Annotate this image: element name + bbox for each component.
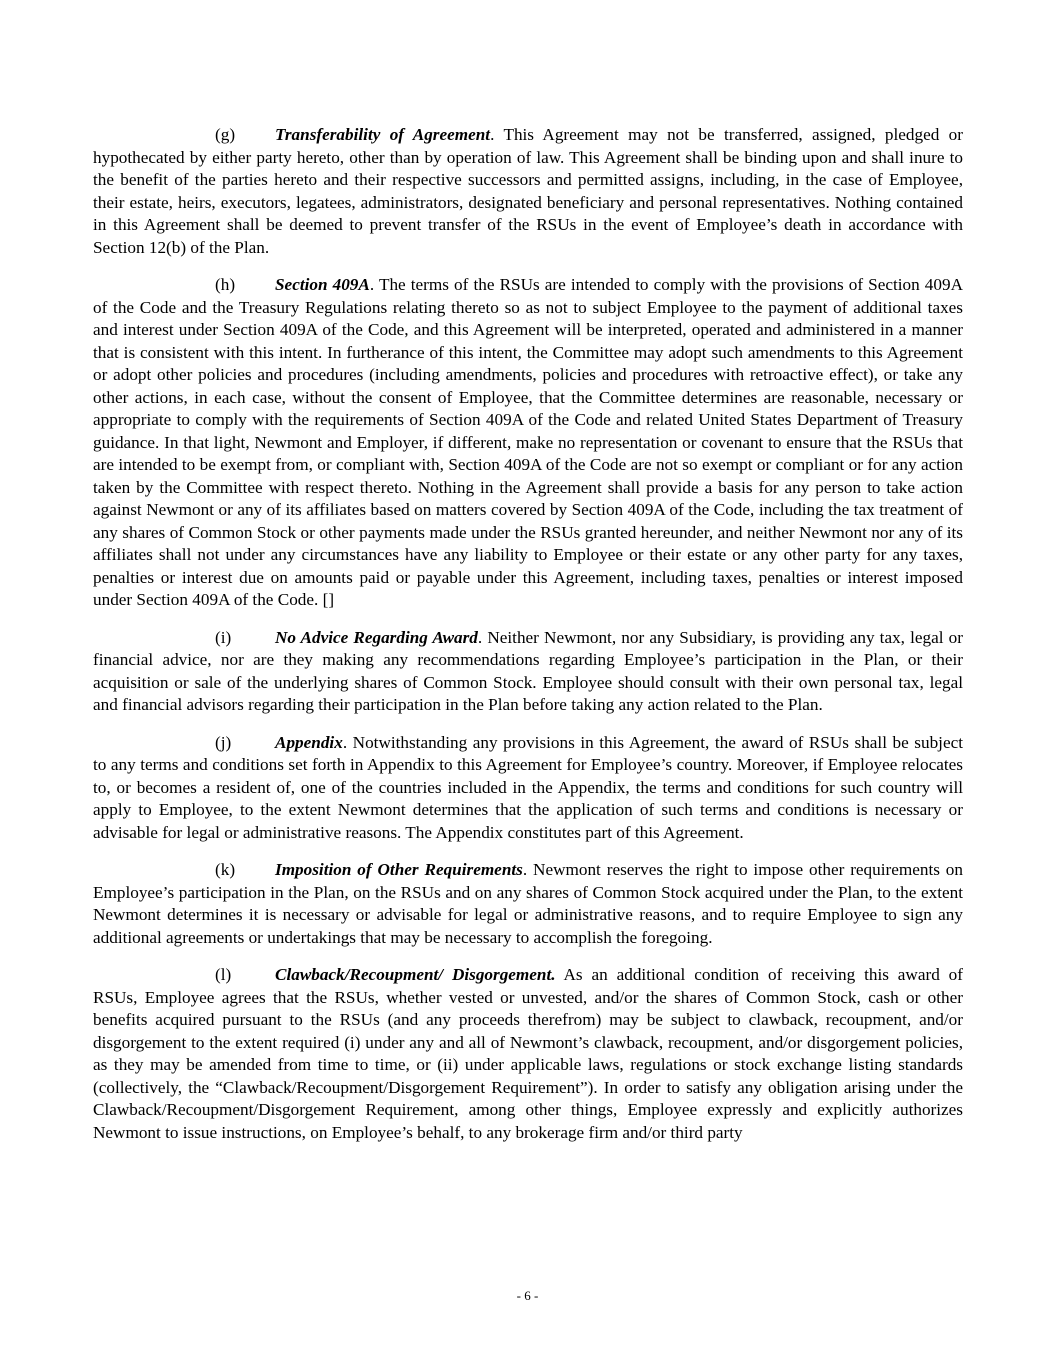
page-number: - 6 - xyxy=(516,1288,539,1303)
section-text: This Agreement may not be transferred, assigned, pledged or hypothecated by either party hereto, other than by operation of law. This Agreement shall be binding upon and shall inure to the benefit of the parties hereto and their respective successors and permitted assigns, including, in the case of Employee, their estate, heirs, executors, legatees, administrators, designated beneficiary and personal representatives. Nothing contained in this Agreement shall be deemed to prevent transfer of the RSUs in the event of Employee’s death in accordance with Section 12(b) of the Plan. xyxy=(93,125,963,257)
section-heading: Imposition of Other Requirements xyxy=(275,860,523,879)
document-body xyxy=(93,124,963,1159)
section-l xyxy=(93,964,963,1144)
section-text: Notwithstanding any provisions in this Agreement, the award of RSUs shall be subject to any terms and conditions set forth in Appendix to this Agreement for Employee’s country. Moreover, if Employee relocates to, or becomes a resident of, one of the countries included in the Appendix, the terms and conditions for such country will apply to Employee, to the extent Newmont determines that the application of such terms and conditions is necessary or advisable for legal or administrative reasons. The Appendix constitutes part of this Agreement. xyxy=(93,732,963,842)
section-heading-punct: . xyxy=(522,860,528,879)
section-heading: Transferability of Agreement xyxy=(275,125,491,144)
section-number: (i) xyxy=(215,627,232,647)
section-text: As an additional condition of receiving this award of RSUs, Employee agrees that the RSUs, whether vested or unvested, and/or the shares of Common Stock, cash or other benefits acquired pursuant to the RSUs (and any proceeds therefrom) may be subject to clawback, recoupment, and/or disgorgement to the extent required (i) under any and all of Newmont’s clawback, recoupment, and/or disgorgement policies, as they may be amended from time to time, or (ii) under applicable laws, regulations or stock exchange listing standards (collectively, the “Clawback/Recoupment/Disgorgement Requirement”). In order to satisfy any obligation arising under the Clawback/Recoupment/Disgorgement Requirement, among other things, Employee expressly and explicitly authorizes Newmont to issue instructions, on Employee’s behalf, to any brokerage firm and/or third party xyxy=(93,965,963,1142)
section-g xyxy=(93,124,963,259)
section-number: (k) xyxy=(215,860,236,879)
section-heading: Clawback/Recoupment/ Disgorgement. xyxy=(275,965,556,984)
section-heading: Section 409A xyxy=(275,275,370,294)
section-heading: Appendix xyxy=(275,732,343,752)
section-heading: No Advice Regarding Award xyxy=(275,627,478,647)
section-text: Newmont reserves the right to impose other requirements on Employee’s participation in the Plan, on the RSUs and on any shares of Common Stock acquired under the Plan, to the extent Newmont determines it is necessary or advisable for legal or administrative reasons, and to require Employee to sign any additional agreements or undertakings that may be necessary to accomplish the foregoing. xyxy=(93,860,963,947)
section-h xyxy=(93,274,963,612)
section-heading-punct: . xyxy=(490,125,495,144)
section-heading-punct: . xyxy=(342,732,348,752)
section-i xyxy=(93,627,963,717)
section-text: The terms of the RSUs are intended to comply with the provisions of Section 409A of the Code and the Treasury Regulations relating thereto so as not to subject Employee to the payment of additional taxes and interest under Section 409A of the Code, and this Agreement will be interpreted, operated and administered in a manner that is consistent with this intent. In furtherance of this intent, the Committee may adopt such amendments to this Agreement or adopt other policies and procedures (including amendments, policies and procedures with retroactive effect), or take any other actions, in each case, without the consent of Employee, that the Committee determines are reasonable, necessary or appropriate to comply with the requirements of Section 409A of the Code and related United States Department of Treasury guidance. In that light, Newmont and Employer, if different, make no representation or covenant to ensure that the RSUs that are intended to be exempt from, or compliant with, Section 409A of the Code are not so exempt or compliant or for any action taken by the Committee with respect thereto. Nothing in the Agreement shall provide a basis for any person to take action against Newmont or any of its affiliates based on matters covered by Section 409A of the Code, including the tax treatment of any shares of Common Stock or other payments made under the RSUs granted hereunder, and neither Newmont nor any of its affiliates shall not under any circumstances have any liability to Employee or their estate or any other party for any taxes, penalties or interest due on amounts paid or payable under this Agreement, including taxes, penalties or interest imposed under Section 409A of the Code. [] xyxy=(93,275,963,609)
section-number: (g) xyxy=(215,125,236,144)
section-j xyxy=(93,732,963,845)
section-number: (l) xyxy=(215,965,232,984)
section-k xyxy=(93,859,963,949)
section-heading-punct: . xyxy=(477,627,483,647)
section-heading-punct: . xyxy=(369,275,375,294)
section-text: Neither Newmont, nor any Subsidiary, is providing any tax, legal or financial advice, nor are they making any recommendations regarding Employee’s participation in the Plan, or their acquisition or sale of the underlying shares of Common Stock. Employee should consult with their own personal tax, legal and financial advisors regarding their participation in the Plan before taking any action related to the Plan. xyxy=(93,627,963,714)
section-number: (h) xyxy=(215,275,236,294)
section-number: (j) xyxy=(215,732,232,752)
